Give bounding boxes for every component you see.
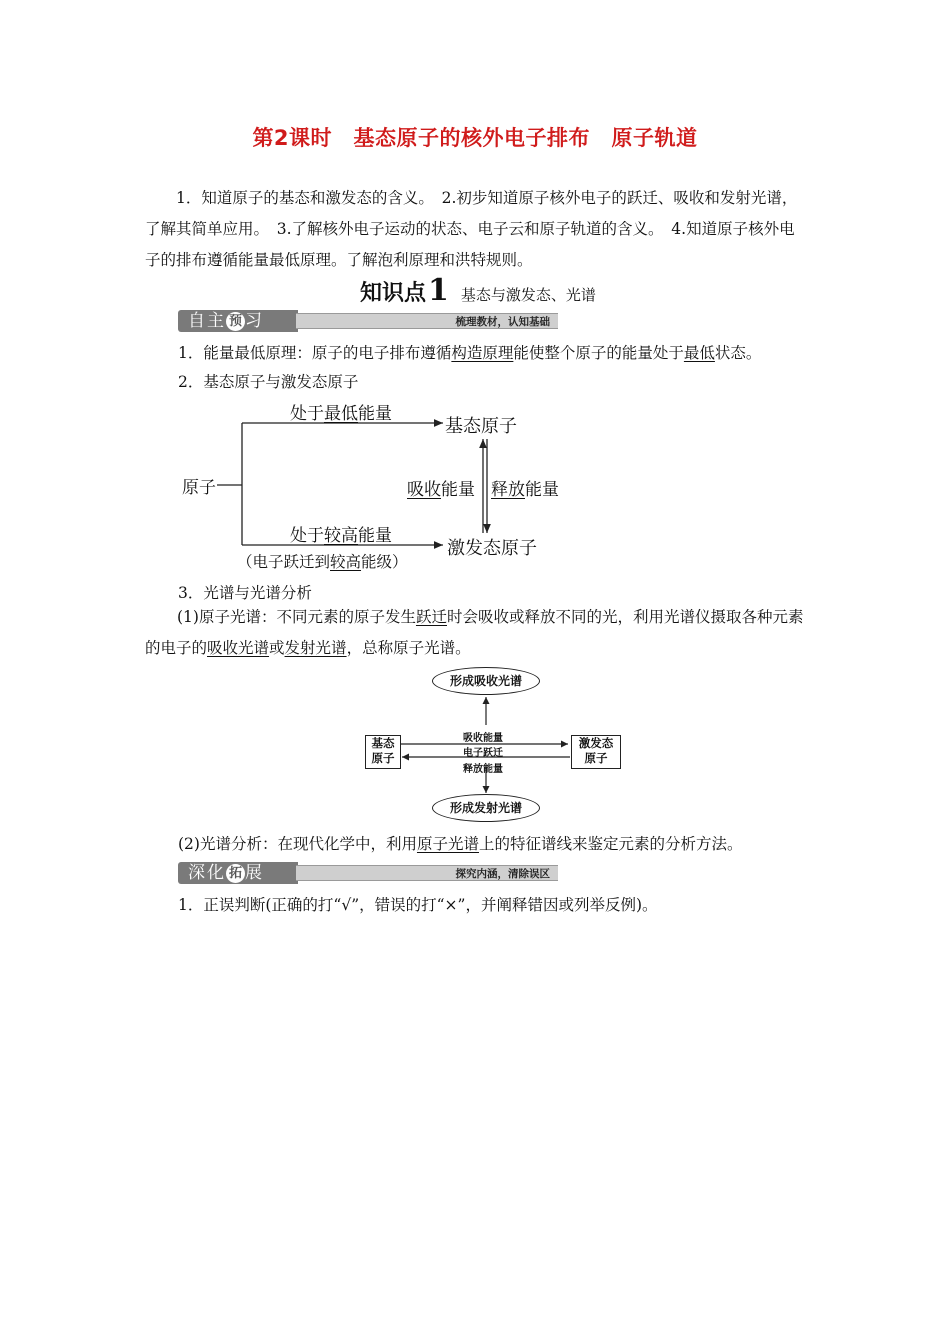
absorb-energy-label: 吸收能量 — [407, 480, 475, 500]
energy-state-diagram — [175, 395, 595, 575]
item-2: 2．基态原子与激发态原子 — [178, 373, 359, 391]
knowledge-point-label: 知识点 — [360, 281, 427, 306]
emission-spectrum-oval: 形成发射光谱 — [432, 794, 540, 822]
item-3-1: (1)原子光谱：不同元素的原子发生跃迁时会吸收或释放不同的光，利用光谱仪摄取各种元素的电子的吸收光谱或发射光谱，总称原子光谱。 — [145, 608, 804, 657]
absorption-spectrum-oval: 形成吸收光谱 — [432, 667, 540, 695]
banner-left-text-b: 习 — [245, 311, 264, 331]
higher-energy-label: 处于较高能量 — [290, 526, 392, 546]
ground-state-label: 基态原子 — [445, 416, 517, 437]
banner-right: 梳理教材，认知基础 — [296, 313, 558, 329]
lowest-energy-label: 处于最低能量 — [290, 404, 392, 424]
knowledge-point-heading — [360, 273, 596, 308]
banner-left-text: 深化 — [188, 863, 226, 883]
banner-right: 探究内涵，清除误区 — [296, 865, 558, 881]
absorb-energy-arrow-label: 吸收能量 — [463, 733, 503, 744]
transition-note: （电子跃迁到较高能级） — [237, 553, 408, 571]
preview-banner — [178, 310, 558, 332]
banner-left — [178, 862, 298, 884]
excited-state-box: 激发态 原子 — [571, 735, 621, 769]
knowledge-point-subtitle: 基态与激发态、光谱 — [460, 286, 596, 304]
item-1: 1．能量最低原理：原子的电子排布遵循构造原理能使整个原子的能量处于最低状态。 — [178, 344, 762, 362]
banner-circle-char: 拓 — [226, 864, 245, 883]
banner-left-text: 自主 — [188, 311, 226, 331]
knowledge-point-number: 1 — [428, 273, 449, 308]
banner-left-text-b: 展 — [245, 863, 264, 883]
atom-label: 原子 — [182, 478, 216, 498]
electron-transition-label: 电子跃迁 — [463, 748, 503, 759]
item-judgment: 1．正误判断(正确的打“√”，错误的打“×”，并阐释错因或列举反例)。 — [178, 896, 658, 914]
release-energy-label: 释放能量 — [491, 480, 559, 500]
item-3-2: (2)光谱分析：在现代化学中，利用原子光谱上的特征谱线来鉴定元素的分析方法。 — [178, 835, 743, 853]
spectrum-diagram — [360, 665, 625, 825]
banner-left — [178, 310, 298, 332]
banner-circle-char: 预 — [226, 312, 245, 331]
release-energy-arrow-label: 释放能量 — [463, 764, 503, 775]
page-title: 第2课时 基态原子的核外电子排布 原子轨道 — [252, 126, 698, 150]
ground-state-box: 基态 原子 — [365, 735, 401, 769]
excited-state-label: 激发态原子 — [447, 538, 537, 559]
item-3: 3．光谱与光谱分析 — [178, 584, 312, 602]
learning-objectives: 1．知道原子的基态和激发态的含义。 2.初步知道原子核外电子的跃迁、吸收和发射光谱，了解其简单应用。 3.了解核外电子运动的状态、电子云和原子轨道的含义。 4.知道原子核外电子的排布遵循能量最低原理。了解泡利原理和洪特规则。 — [145, 189, 798, 269]
extension-banner — [178, 862, 558, 884]
